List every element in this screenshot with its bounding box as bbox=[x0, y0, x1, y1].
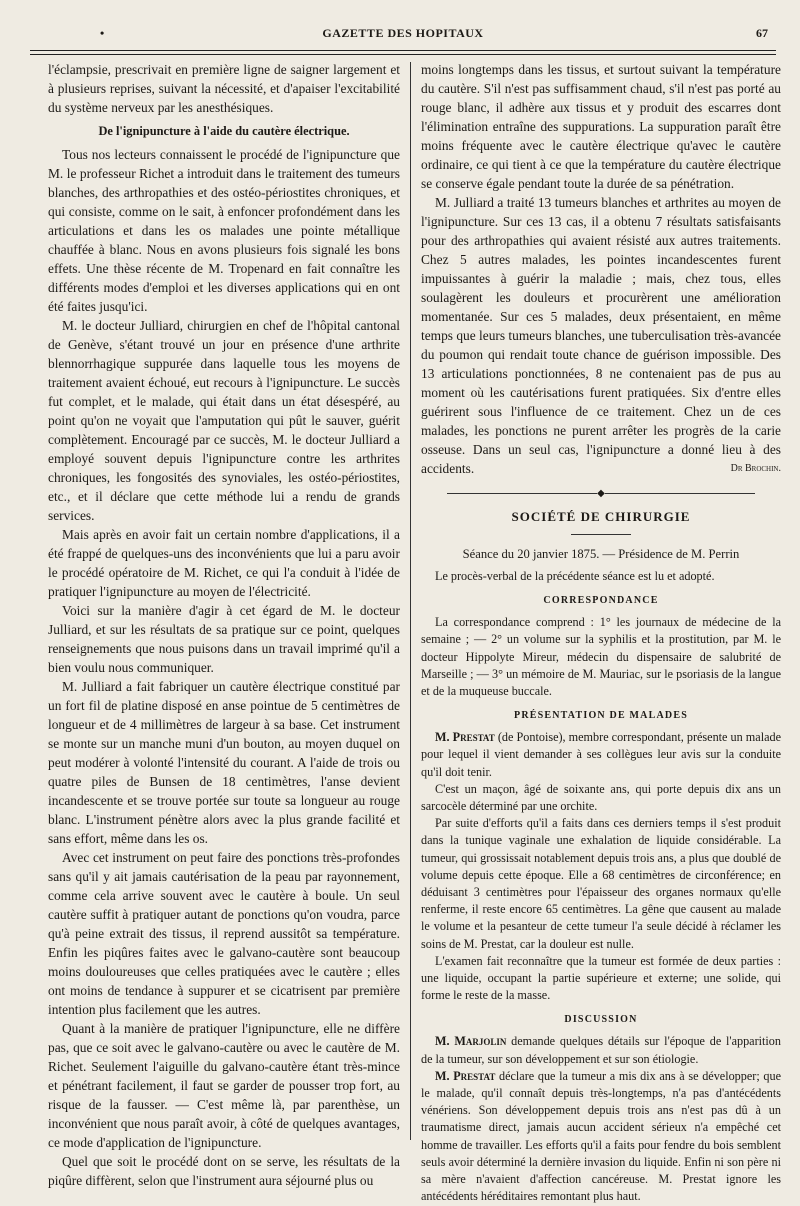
header-rule bbox=[30, 50, 776, 55]
paragraph: La correspondance comprend : 1° les journaux de médecine de la semaine ; — 2° un volume sur la syphilis et la prostitution, par M. le docteur Hippolyte Mireur, médecin du dispensaire de salubrité de Marseille ; — 3° un mémoire de M. Mauriac, sur le psoriasis de la langue et de la muqueuse buccale. bbox=[421, 615, 781, 699]
paragraph: moins longtemps dans les tissus, et surtout suivant la température du cautère. S'il n'est pas suffisamment chaud, s'il n'est pas porté au rouge blanc, il adhère aux tissus et y produit des escarres dont l'élimination entraîne des suppurations. La suppuration paraît être moins fréquente avec le cautère électrique qu'avec le cautère ordinaire, ce qui tient à ce que la température du cautère électrique se conserve égale pendant toute la durée de sa pénétration. bbox=[421, 62, 781, 191]
speaker-name: M. Prestat bbox=[435, 1068, 496, 1083]
section-separator bbox=[421, 484, 781, 503]
publication-title: GAZETTE DES HOPITAUX bbox=[322, 26, 484, 40]
discussion-heading: DISCUSSION bbox=[564, 1014, 638, 1026]
right-column bbox=[421, 60, 781, 1204]
page-number: 67 bbox=[756, 26, 768, 40]
speaker-text: demande quelques détails sur l'époque de l'apparition de la tumeur, sur son développement et sur son étiologie. bbox=[421, 1034, 781, 1066]
separator-glyph: ◆ bbox=[597, 488, 605, 499]
paragraph: Voici sur la manière d'agir à cet égard de M. le docteur Julliard, et sur les résultats de sa pratique sur ce point, quelques renseignements que nous puisons dans un travail imprimé qu'il a bien voulu nous communiquer. bbox=[48, 603, 400, 675]
paragraph: Mais après en avoir fait un certain nombre d'applications, il a été frappé de quelques-uns des inconvénients que lui a paru avoir le procédé opératoire de M. Richet, ce qui l'a conduit à l'idée de pratiquer l'ignipuncture au moyen de l'électricité. bbox=[48, 527, 400, 599]
paragraph: Par suite d'efforts qu'il a faits dans ces derniers temps il s'est produit dans la tunique vaginale une exhalation de liquide considérable. La tumeur, qui grossissait notablement depuis trois ans, a plus que doublé de volume depuis cette époque. Elle a 68 centimètres de circonférence; en déduisant 3 centimètres pour l'épaisseur des organes normaux qu'elle renferme, il reste encore 65 centimètres. La gêne que causent au malade le volume et la pesanteur de cette tumeur l'a seule décidé à réclamer les soins de M. Prestat, car la douleur est nulle. bbox=[421, 816, 781, 951]
page-header bbox=[30, 26, 776, 48]
header-dot: • bbox=[100, 26, 105, 40]
paragraph: M. Julliard a traité 13 tumeurs blanches et arthrites au moyen de l'ignipuncture. Sur ces 13 cas, il a obtenu 7 résultats satisfaisants pour des arthropathies qui avaient résisté aux autres traitements. Chez 5 autres malades, les pointes incandescentes furent impuissantes à guérir la maladie ; mais, chez tous, elles soulagèrent les douleurs et procurèrent une amélioration momentanée. Sur ces 5 malades, deux présentaient, en même temps que leurs tumeurs blanches, une tuberculisation très-avancée du poumon qui rendait toute chance de guérison impossible. Des 13 articulations ponctionnées, 8 ne contenaient pas de pus au moment où les cautérisations furent pratiquées. Six d'entre elles guérirent sous l'influence de ce traitement. Chez un de ces malades, les ponctions ne purent arrêter les progrès de la carie osseuse. Dans un seul cas, l'ignipuncture a donné lieu à des accidents. bbox=[421, 195, 781, 476]
title-rule bbox=[571, 534, 631, 535]
speaker-name: M. Marjolin bbox=[435, 1034, 507, 1049]
paragraph: M. Julliard a fait fabriquer un cautère électrique constitué par un fort fil de platine disposé en anse pointue de 5 centimètres de longueur et de 4 millimètres de largeur à sa base. Cet instrument se monte sur un manche muni d'un bouton, au moyen duquel on peut modérer à volonté l'intensité du courant. A l'aide de trois ou quatre piles de Bunsen de 18 centimètres, l'anse devient incandescente et se trouve portée sur toute sa longueur au rouge blanc. L'instrument pénètre alors avec la plus grande facilité et sans effort, même dans les os. bbox=[48, 679, 400, 846]
paragraph: Quel que soit le procédé dont on se serve, les résultats de la piqûre diffèrent, selon que l'instrument aura séjourné plus ou bbox=[48, 1154, 400, 1188]
paragraph: Avec cet instrument on peut faire des ponctions très-profondes sans qu'il y ait jamais cautérisation de la peau par rayonnement, comme cela arrive souvent avec le cautère à boule. Un seul cautère suffit à pratiquer autant de ponctions qu'on voudra, parce qu'à peine extrait des tissus, il reprend aussitôt sa température. Enfin les piqûres faites avec le galvano-cautère sont beaucoup moins douloureuses que celles pratiquées avec le cautère ; elles ont moins de tendance à suppurer et se cicatrisent par première intention plus facilement que les autres. bbox=[48, 850, 400, 1017]
paragraph bbox=[421, 1033, 781, 1067]
presentation-heading: PRÉSENTATION DE MALADES bbox=[514, 710, 688, 722]
section-title: SOCIÉTÉ DE CHIRURGIE bbox=[511, 509, 691, 524]
paragraph: Le procès-verbal de la précédente séance est lu et adopté. bbox=[435, 569, 715, 583]
correspondance-heading: CORRESPONDANCE bbox=[543, 595, 659, 607]
session-line: Séance du 20 janvier 1875. — Présidence de M. Perrin bbox=[462, 547, 740, 561]
paragraph: L'examen fait reconnaître que la tumeur est formée de deux parties : une liquide, occupant la partie supérieure et externe; une solide, qui forme le reste de la masse. bbox=[421, 953, 781, 1003]
speaker-text: (de Pontoise), membre correspondant, présente un malade pour lequel il vient demander à ses collègues leur avis sur la conduite qu'il doit tenir. bbox=[421, 730, 781, 779]
paragraph: l'éclampsie, prescrivait en première ligne de saigner largement et à plusieurs reprises, suivant la nécessité, et d'apaiser l'excitabilité du système nerveux par les anesthésiques. bbox=[48, 62, 400, 115]
paragraph: M. le docteur Julliard, chirurgien en chef de l'hôpital cantonal de Genève, s'étant trouvé un jour en présence d'une arthrite blennorrhagique suppurée dans laquelle tous les moyens de traitement avaient échoué, eut recours à l'ignipuncture. Le succès fut complet, et le malade, qui était dans un état désespéré, au point qu'on ne voyait que l'amputation qui pût le sauver, guérit complètement. Encouragé par ce succès, M. le docteur Julliard a employé souvent depuis l'ignipuncture contre les arthrites chroniques, les fongosités des synoviales, les ostéo-périostites, etc., et il déclare que cette méthode lui a rendu de grands services. bbox=[48, 318, 400, 523]
paragraph: C'est un maçon, âgé de soixante ans, qui porte depuis dix ans un sarcocèle déterminé par une orchite. bbox=[421, 781, 781, 814]
paragraph: Quant à la manière de pratiquer l'ignipuncture, elle ne diffère pas, que ce soit avec le galvano-cautère ou avec le cautère de M. Richet. Seulement l'aiguille du galvano-cautère étant très-mince et pénétrant facilement, il faut se garder de pousser trop fort, au risque de la fausser. — C'est même là, par parenthèse, un inconvénient que nous paraît avoir, à côté de quelques avantages, ce mode d'application de l'ignipuncture. bbox=[48, 1021, 400, 1150]
paragraph bbox=[421, 1068, 781, 1206]
paragraph bbox=[421, 729, 781, 781]
column-divider bbox=[410, 62, 411, 1140]
speaker-text: déclare que la tumeur a mis dix ans à se développer; que le malade, qu'il connaît depuis très-longtemps, n'a pas d'antécédents vénériens. Son développement depuis trois ans n'est pas dû à un traumatisme direct, jamais aucun accident sérieux n'a empêché cet homme de travailler. Les efforts qu'il a faits pour fendre du bois semblent seuls avoir déterminé la dernière invasion du liquide. Enfin ni son père ni sa mère n'avaient d'affection cancéreuse. M. Prestat ignore les antécédents héréditaires remontant plus haut. bbox=[421, 1068, 781, 1204]
speaker-name: M. Prestat bbox=[435, 730, 495, 745]
article-subheading: De l'ignipuncture à l'aide du cautère électrique. bbox=[98, 124, 350, 138]
author-signature: Dr Brochin. bbox=[730, 463, 781, 474]
left-column bbox=[48, 60, 400, 1188]
paragraph: Tous nos lecteurs connaissent le procédé de l'ignipuncture que M. le professeur Richet a introduit dans le traitement des tumeurs blanches, des arthropathies et des ostéo-périostites chroniques, et qui consiste, comme on le sait, à enfoncer profondément dans les articulations et dans les os malades une pointe métallique chauffée à blanc. Nous en avons plusieurs fois signalé les bons effets. Une thèse récente de M. Tropenard en fait connaître les différents modes d'emploi et les diverses applications qui en ont été faites jusqu'ici. bbox=[48, 147, 400, 314]
